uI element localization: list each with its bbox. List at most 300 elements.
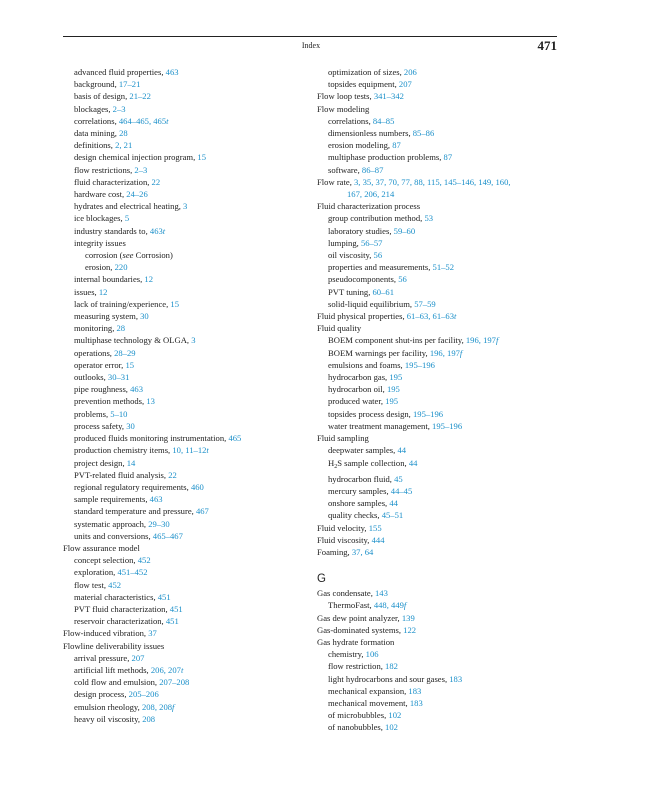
index-subentry — [63, 591, 305, 603]
index-term: onshore samples, — [328, 498, 390, 509]
page-reference-link[interactable]: 22 — [151, 176, 161, 187]
index-subentry — [63, 395, 305, 407]
index-term: industry standards to, — [74, 225, 150, 236]
index-subentry — [317, 249, 557, 261]
index-subentry — [63, 383, 305, 395]
page-reference-link[interactable]: 61–63, 61–63t — [406, 311, 457, 322]
index-subentry — [317, 347, 557, 359]
page-reference-link[interactable]: 3 — [191, 335, 196, 346]
index-subentry — [317, 115, 557, 127]
index-subentry — [317, 697, 557, 709]
page-reference-link[interactable]: 44 — [408, 457, 418, 468]
index-term: $H_2S$ sample collection, — [328, 457, 409, 470]
page-reference-link[interactable]: 53 — [424, 213, 434, 224]
page-reference-link[interactable]: 106 — [365, 649, 379, 660]
index-term: Fluid viscosity, — [317, 534, 372, 545]
index-term: hydrocarbon gas, — [328, 372, 390, 383]
page-reference-link[interactable]: 10, 11–12t — [172, 445, 209, 456]
page-reference-link[interactable]: 14 — [126, 457, 136, 468]
page-reference-link[interactable]: 206 — [403, 67, 417, 77]
index-subentry — [63, 493, 305, 505]
index-term: concept selection, — [74, 555, 138, 566]
index-term: pseudocomponents, — [328, 274, 399, 285]
index-term: measuring system, — [74, 311, 141, 322]
index-term: Flow assurance model — [63, 542, 140, 553]
index-term: correlations, — [328, 115, 373, 126]
page-reference-link[interactable]: 60–61 — [372, 286, 394, 297]
index-term: solid-liquid equilibrium, — [328, 298, 415, 309]
index-subentry — [317, 286, 557, 298]
index-term: Flow modeling — [317, 103, 370, 114]
page-reference-link[interactable]: 86–87 — [361, 164, 384, 175]
index-term: laboratory studies, — [328, 225, 394, 236]
page-reference-link[interactable]: 460 — [190, 481, 204, 492]
index-subentry — [63, 420, 305, 432]
index-term: topsides equipment, — [328, 79, 399, 90]
page-reference-link[interactable]: 208, 208f — [141, 701, 175, 712]
page-reference-link[interactable]: 196, 197f — [465, 335, 499, 346]
index-term: exploration, — [74, 567, 118, 578]
index-subentry — [63, 310, 305, 322]
index-subentry — [317, 721, 557, 733]
page-reference-link[interactable]: 22 — [168, 469, 177, 480]
index-term: corrosion (see Corrosion) — [85, 250, 173, 261]
index-term: reservoir characterization, — [74, 616, 166, 627]
index-term: PVT tuning, — [328, 286, 373, 297]
page-reference-link[interactable]: 195–196 — [432, 420, 463, 431]
index-term: multiphase technology & OLGA, — [74, 335, 192, 346]
index-term: Gas-dominated systems, — [317, 624, 404, 635]
index-main-entry — [317, 612, 557, 624]
index-term: produced water, — [328, 396, 386, 407]
page-reference-link[interactable]: 30 — [126, 420, 135, 431]
page-reference-link[interactable]: 5 — [124, 213, 130, 224]
index-term: issues, — [74, 286, 99, 297]
page-reference-link[interactable]: 15 — [170, 298, 179, 309]
index-term: chemistry, — [328, 649, 366, 660]
index-subentry — [317, 457, 557, 473]
index-term: hydrocarbon fluid, — [328, 473, 395, 484]
index-term: outlooks, — [74, 372, 108, 383]
index-subentry — [63, 127, 305, 139]
index-subentry — [63, 200, 305, 212]
index-term: optimization of sizes, — [328, 67, 404, 77]
index-term: lumping, — [328, 237, 361, 248]
index-subentry — [63, 347, 305, 359]
index-term: software, — [328, 164, 362, 175]
index-term: process safety, — [74, 420, 127, 431]
index-subentry — [317, 237, 557, 249]
index-term: water treatment management, — [328, 420, 433, 431]
page-reference-link[interactable]: 21–22 — [129, 91, 151, 102]
index-main-entry — [317, 322, 557, 334]
index-main-entry — [317, 432, 557, 444]
page-reference-link[interactable]: 56 — [398, 274, 407, 285]
index-term: Fluid characterization process — [317, 201, 421, 212]
index-subentry — [63, 273, 305, 285]
page-reference-link[interactable]: 195–196 — [412, 408, 444, 419]
index-term: blockages, — [74, 103, 113, 114]
index-term: of nanobubbles, — [328, 722, 386, 733]
index-subentry — [317, 673, 557, 685]
page-reference-link[interactable]: 15 — [197, 152, 206, 163]
page-reference-link[interactable]: 2–3 — [134, 164, 148, 175]
index-term: regional regulatory requirements, — [74, 481, 191, 492]
index-subentry — [63, 322, 305, 334]
index-subentry — [63, 469, 305, 481]
page-reference-link[interactable]: 15 — [125, 359, 135, 370]
index-subentry — [317, 359, 557, 371]
index-term: operator error, — [74, 359, 126, 370]
page-reference-link[interactable]: 463t — [149, 225, 166, 236]
index-subentry — [317, 188, 557, 200]
index-term: produced fluids monitoring instrumentation, — [74, 433, 229, 444]
index-main-entry — [317, 90, 557, 102]
page-reference-link[interactable]: 195 — [385, 396, 399, 407]
page-reference-link[interactable]: 28–29 — [114, 347, 136, 358]
page-reference-link[interactable]: 84–85 — [372, 115, 395, 126]
index-term: integrity issues — [74, 237, 126, 248]
page-reference-link[interactable]: 37 — [148, 628, 157, 639]
index-subentry — [63, 103, 305, 115]
index-subentry — [317, 485, 557, 497]
page-reference-link[interactable]: 208 — [142, 713, 156, 724]
index-subentry — [317, 599, 557, 611]
page-reference-link[interactable]: 59–60 — [393, 225, 416, 236]
index-term: PVT fluid characterization, — [74, 603, 170, 614]
page-reference-link[interactable]: 45 — [394, 473, 403, 484]
index-subentry — [63, 676, 305, 688]
page-reference-link[interactable]: 28 — [116, 323, 126, 334]
index-subentry — [63, 90, 305, 102]
page-reference-link[interactable]: 44 — [397, 445, 407, 456]
page-reference-link[interactable]: 12 — [144, 274, 153, 285]
index-subentry — [317, 225, 557, 237]
page-reference-link[interactable]: 102 — [388, 710, 402, 721]
page-reference-link[interactable]: 56 — [373, 250, 383, 261]
index-main-entry — [317, 200, 557, 212]
index-term: pipe roughness, — [74, 384, 131, 395]
index-term: fluid characterization, — [74, 176, 152, 187]
page-reference-link[interactable]: 205–206 — [128, 689, 159, 700]
index-subentry — [63, 225, 305, 237]
index-subentry — [63, 713, 305, 725]
page-reference-link[interactable]: 122 — [403, 624, 417, 635]
index-term: production chemistry items, — [74, 445, 173, 456]
page-reference-link[interactable]: 12 — [98, 286, 108, 297]
index-term: properties and measurements, — [328, 262, 433, 273]
index-subentry — [63, 701, 305, 713]
index-subentry — [63, 481, 305, 493]
index-section-letter: G — [317, 573, 326, 586]
index-term: Gas hydrate formation — [317, 636, 395, 647]
index-term: BOEM warnings per facility, — [328, 347, 430, 358]
page-reference-link[interactable]: 451 — [157, 591, 171, 602]
index-main-entry — [317, 624, 557, 636]
index-subentry — [63, 688, 305, 700]
index-subentry — [317, 497, 557, 509]
index-subentry — [63, 151, 305, 163]
section-gap — [317, 558, 557, 572]
index-subentry — [317, 648, 557, 660]
index-term: deepwater samples, — [328, 445, 398, 456]
page-reference-link[interactable]: 3, 35, 37, 70, 77, 88, 115, 145–146, 149, 160, — [354, 176, 511, 187]
index-term: erosion modeling, — [328, 140, 393, 151]
page-reference-link[interactable]: 139 — [401, 612, 415, 623]
index-term: hardware cost, — [74, 189, 127, 200]
page-reference-link[interactable]: 195 — [389, 372, 403, 383]
index-main-entry — [63, 627, 305, 639]
index-term: emulsions and foams, — [328, 359, 405, 370]
index-subentry — [63, 408, 305, 420]
index-subentry — [63, 298, 305, 310]
index-term: PVT-related fluid analysis, — [74, 469, 169, 480]
index-subentry — [317, 473, 557, 485]
index-subentry — [63, 237, 305, 249]
page-reference-link[interactable]: 143 — [375, 588, 388, 599]
index-term: prevention methods, — [74, 396, 147, 407]
index-subentry — [63, 359, 305, 371]
page-reference-link[interactable]: 465–467 — [152, 530, 183, 541]
page-reference-link[interactable]: 206, 207t — [150, 664, 184, 675]
page-reference-link[interactable]: 24–26 — [126, 189, 148, 200]
index-subentry — [63, 554, 305, 566]
index-subentry — [317, 273, 557, 285]
index-term: Gas condensate, — [317, 588, 375, 599]
index-subentry — [317, 334, 557, 346]
index-term: group contribution method, — [328, 213, 425, 224]
index-term: dimensionless numbers, — [328, 128, 413, 139]
page-reference-link[interactable]: 87 — [392, 140, 401, 151]
index-term: Fluid physical properties, — [317, 311, 407, 322]
page-reference-link[interactable]: 207–208 — [159, 677, 190, 688]
page-reference-link[interactable]: 220 — [114, 262, 128, 273]
index-term: design process, — [74, 689, 129, 700]
index-subentry — [63, 115, 305, 127]
page-reference-link[interactable]: 452 — [108, 579, 122, 590]
index-term: definitions, — [74, 140, 116, 151]
index-term: topsides process design, — [328, 408, 413, 419]
index-term: Fluid quality — [317, 323, 362, 334]
page-reference-link[interactable]: 30–31 — [107, 372, 130, 383]
page-reference-link[interactable]: 464–465, 465t — [118, 115, 169, 126]
page-reference-link[interactable]: 56–57 — [360, 237, 383, 248]
index-subentry — [63, 164, 305, 176]
index-term: systematic approach, — [74, 518, 149, 529]
index-subentry — [317, 164, 557, 176]
index-subentry — [63, 444, 305, 456]
index-subentry — [63, 566, 305, 578]
page-reference-link[interactable]: 51–52 — [432, 262, 455, 273]
running-header-title: Index — [301, 41, 321, 50]
index-main-entry — [317, 522, 557, 534]
page-reference-link[interactable]: 465 — [228, 433, 242, 444]
index-term: cold flow and emulsion, — [74, 677, 160, 688]
index-subentry — [63, 139, 305, 151]
page-reference-link[interactable]: 451 — [165, 616, 179, 627]
index-subentry — [317, 685, 557, 697]
page-reference-link[interactable]: 13 — [146, 396, 155, 407]
page-reference-link[interactable]: 2–3 — [112, 103, 126, 114]
index-subentry — [63, 188, 305, 200]
page-number: 471 — [537, 38, 557, 53]
index-term: flow test, — [74, 579, 109, 590]
index-main-entry — [63, 542, 305, 554]
index-term: multiphase production problems, — [328, 152, 444, 163]
index-term: Fluid velocity, — [317, 522, 369, 533]
page-reference-link[interactable]: 28 — [119, 128, 128, 139]
page-reference-link[interactable]: 57–59 — [414, 298, 436, 309]
page-reference-link[interactable]: 17–21 — [118, 79, 141, 90]
index-term: flow restrictions, — [74, 164, 135, 175]
index-term: sample requirements, — [74, 494, 150, 505]
index-term: Flow rate, — [317, 176, 354, 187]
index-term: material characteristics, — [74, 591, 158, 602]
index-subentry — [63, 261, 305, 273]
index-term: advanced fluid properties, — [74, 67, 166, 77]
index-term: operations, — [74, 347, 115, 358]
page-reference-link[interactable]: 341–342 — [373, 91, 404, 102]
index-term: monitoring, — [74, 323, 117, 334]
index-term: Gas dew point analyzer, — [317, 612, 402, 623]
index-term: Flow-induced vibration, — [63, 628, 149, 639]
page-reference-link[interactable]: 463 — [149, 494, 163, 505]
index-term: mercury samples, — [328, 485, 391, 496]
index-subentry — [317, 78, 557, 90]
page-reference-link[interactable]: 183 — [409, 697, 423, 708]
index-subentry — [317, 420, 557, 432]
index-term: ThermoFast, — [328, 600, 374, 611]
page-reference-link[interactable]: 45–51 — [381, 510, 404, 521]
index-term: background, — [74, 79, 119, 90]
index-subentry — [317, 444, 557, 456]
index-subentry — [63, 432, 305, 444]
index-subentry — [63, 249, 305, 261]
index-subentry — [317, 509, 557, 521]
index-term: design chemical injection program, — [74, 152, 198, 163]
index-subentry — [63, 505, 305, 517]
index-main-entry — [317, 636, 557, 648]
index-term: hydrates and electrical heating, — [74, 201, 184, 212]
index-term: standard temperature and pressure, — [74, 506, 196, 517]
page-reference-link[interactable]: 44 — [389, 498, 398, 509]
index-main-entry — [317, 546, 557, 558]
index-term: BOEM component shut-ins per facility, — [328, 335, 466, 346]
index-term: units and conversions, — [74, 530, 153, 541]
page-reference-link[interactable]: 29–30 — [148, 518, 170, 529]
page-reference-link[interactable]: 448, 449f — [373, 600, 407, 611]
index-term: of microbubbles, — [328, 710, 389, 721]
index-subentry — [317, 127, 557, 139]
page-reference-link[interactable]: 195–196 — [404, 359, 435, 370]
index-term: mechanical expansion, — [328, 685, 409, 696]
index-subentry — [63, 652, 305, 664]
index-column-left — [63, 66, 305, 725]
page-reference-link[interactable]: 467 — [195, 506, 209, 517]
page-reference-link[interactable]: 207 — [398, 79, 412, 90]
page-reference-link[interactable]: 5–10 — [110, 408, 128, 419]
index-term: lack of training/experience, — [74, 298, 171, 309]
page-reference-link[interactable]: 87 — [443, 152, 453, 163]
page-reference-link[interactable]: 444 — [371, 534, 385, 545]
page-reference-link[interactable]: 463 — [165, 67, 179, 77]
page-reference-link[interactable]: 167, 206, 214 — [347, 189, 395, 200]
index-subentry — [63, 518, 305, 530]
index-term: Foaming, — [317, 546, 352, 557]
index-term: correlations, — [74, 115, 119, 126]
page-reference-link[interactable]: 196, 197f — [429, 347, 463, 358]
page-reference-link[interactable]: 207 — [131, 652, 145, 663]
page-reference-link[interactable]: 451 — [169, 603, 183, 614]
index-subentry — [63, 212, 305, 224]
index-subentry — [317, 408, 557, 420]
index-term: project design, — [74, 457, 127, 468]
header-rule — [63, 36, 557, 37]
index-term: heavy oil viscosity, — [74, 713, 143, 724]
page-reference-link[interactable]: 183 — [408, 685, 422, 696]
page-reference-link[interactable]: 155 — [368, 522, 382, 533]
page-reference-link[interactable]: 452 — [137, 555, 151, 566]
index-term: arrival pressure, — [74, 652, 132, 663]
index-term: hydrocarbon oil, — [328, 384, 387, 395]
index-subentry — [63, 371, 305, 383]
index-subentry — [63, 286, 305, 298]
index-subentry — [317, 395, 557, 407]
index-main-entry — [317, 176, 557, 188]
index-term: ice blockages, — [74, 213, 125, 224]
index-subentry — [63, 78, 305, 90]
index-subentry — [317, 383, 557, 395]
index-subentry — [63, 615, 305, 627]
index-subentry — [317, 66, 557, 78]
page-reference-link[interactable]: 451–452 — [117, 567, 148, 578]
page-reference-link[interactable]: 85–86 — [412, 128, 435, 139]
page-reference-link[interactable]: 30 — [140, 311, 149, 322]
page-reference-link[interactable]: 3 — [183, 201, 188, 212]
index-term: problems, — [74, 408, 111, 419]
index-term: Flowline deliverability issues — [63, 640, 165, 651]
index-term: mechanical movement, — [328, 697, 410, 708]
index-subentry — [63, 579, 305, 591]
page-reference-link[interactable]: 2, 21 — [115, 140, 133, 151]
index-subentry — [63, 664, 305, 676]
index-subentry — [317, 139, 557, 151]
index-main-entry — [317, 534, 557, 546]
index-main-entry — [317, 103, 557, 115]
page-reference-link[interactable]: 183 — [449, 673, 463, 684]
index-term: emulsion rheology, — [74, 701, 142, 712]
page-reference-link[interactable]: 37, 64 — [351, 546, 374, 557]
index-subentry — [317, 151, 557, 163]
index-term: basis of design, — [74, 91, 130, 102]
index-term: oil viscosity, — [328, 250, 374, 261]
index-subentry — [317, 371, 557, 383]
index-term: light hydrocarbons and sour gases, — [328, 673, 450, 684]
page-reference-link[interactable]: 102 — [385, 722, 398, 733]
index-term: artificial lift methods, — [74, 664, 151, 675]
index-main-entry — [63, 640, 305, 652]
page-reference-link[interactable]: 44–45 — [390, 485, 413, 496]
page-reference-link[interactable]: 463 — [130, 384, 143, 395]
page-reference-link[interactable]: 195 — [386, 384, 400, 395]
index-subentry — [63, 603, 305, 615]
index-subentry — [317, 261, 557, 273]
index-subentry — [317, 709, 557, 721]
index-term: internal boundaries, — [74, 274, 145, 285]
index-term: flow restriction, — [328, 661, 386, 672]
index-term: Flow loop tests, — [317, 91, 374, 102]
page-reference-link[interactable]: 182 — [385, 661, 398, 672]
